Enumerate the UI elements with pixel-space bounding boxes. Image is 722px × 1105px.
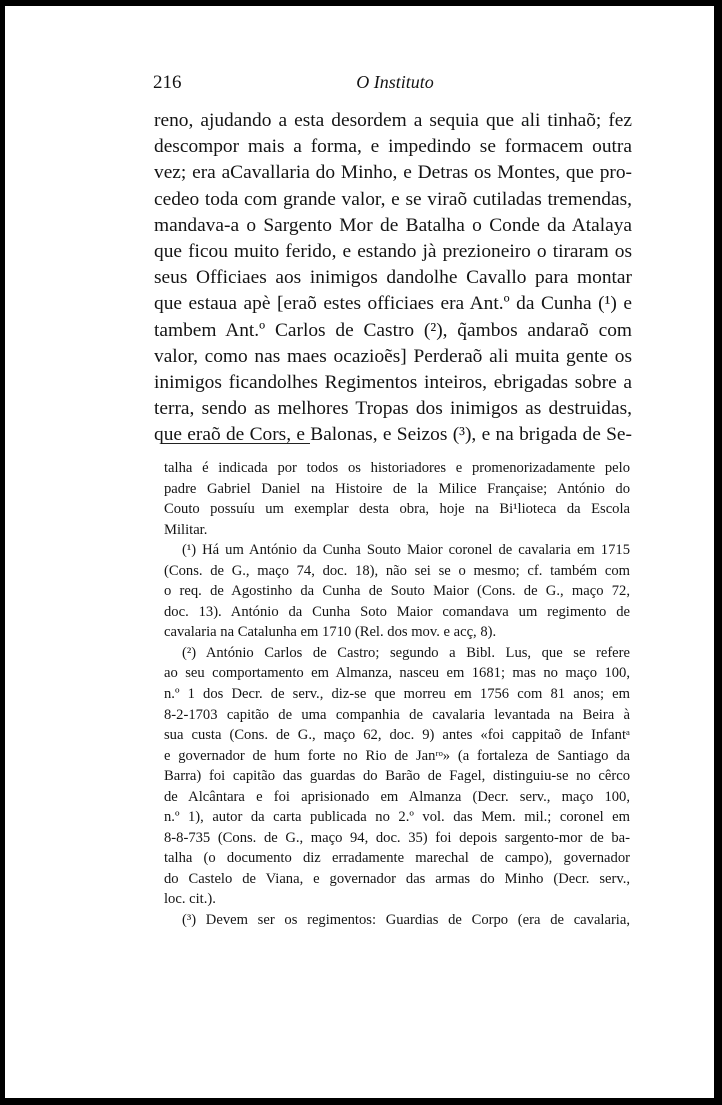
text-line: que estaua apè [eraõ estes officiaes era Ant.º da Cunha (¹) e — [154, 293, 632, 315]
page-header — [153, 68, 637, 98]
footnote-line: 8-2-1703 capitão de uma companhia de cavalaria levantada na Beira à — [164, 706, 630, 723]
footnote-line: do Castelo de Viana, e governador das armas do Minho (Decr. serv., — [164, 870, 630, 887]
footnote-line: padre Gabriel Daniel na Histoire de la Milice Française; António do — [164, 480, 630, 497]
footnote-line: (Cons. de G., maço 74, doc. 18), não sei se o mesmo; cf. também com — [164, 562, 630, 579]
footnote-line: (²) António Carlos de Castro; segundo a Bibl. Lus, que se refere — [182, 644, 630, 661]
text-line: terra, sendo as melhores Tropas dos inimigos as destruidas, — [154, 398, 632, 420]
footnote-line: ao seu comportamento em Almanza, nasceu em 1681; mas no maço 100, — [164, 665, 630, 682]
text-line: mandava-a o Sargento Mor de Batalha o Conde da Atalaya — [154, 214, 632, 236]
footnote-line: e governador de hum forte no Rio de Janʳᵒ» (a fortaleza de Santiago da — [164, 747, 630, 764]
footnote-line: o req. de Agostinho da Cunha de Souto Maior (Cons. de G., maço 72, — [164, 583, 630, 600]
footnote-line: Couto possuíu um exemplar desta obra, hoje na Bi¹lioteca da Escola — [164, 501, 630, 518]
footnote-line: Militar. — [164, 521, 208, 538]
footnote-line: 8-8-735 (Cons. de G., maço 94, doc. 35) foi depois sargento-mor de ba- — [164, 829, 630, 846]
text-line: cedeo toda com grande valor, e se viraõ cutiladas tremendas, — [154, 188, 632, 210]
footnote-line: (¹) Há um António da Cunha Souto Maior coronel de cavalaria em 1715 — [182, 542, 630, 559]
footnote-line: doc. 13). António da Cunha Soto Maior comandava um regimento de — [164, 603, 630, 620]
footnote-line: (³) Devem ser os regimentos: Guardias de Corpo (era de cavalaria, — [182, 912, 630, 929]
footnote-line: n.º 1), autor da carta publicada no 2.º vol. das Mem. mil.; coronel em — [164, 809, 630, 826]
text-line: tambem Ant.º Carlos de Castro (²), q̃ambos andaraõ com — [154, 319, 632, 341]
footnote-line: talha é indicada por todos os historiadores e promenorizadamente pelo — [164, 460, 630, 476]
text-line: valor, como nas maes ocazioẽs] Perderaõ ali muita gente os — [154, 345, 632, 367]
footnote-line: sua custa (Cons. de G., maço 62, doc. 9) antes «foi cappitaõ de Infantᵃ — [164, 727, 630, 744]
footnote-line: Barra) foi capitão das guardas do Barão de Fagel, distinguiu-se no cêrco — [164, 768, 630, 785]
text-line: que eraõ de Cors, e Balonas, e Seizos (³), e na brigada de Se- — [154, 424, 632, 446]
main-text — [154, 108, 632, 448]
footnote-line: n.º 1 dos Decr. de serv., diz-se que morreu em 1756 com 81 anos; em — [164, 686, 630, 703]
running-title: O Instituto — [356, 72, 434, 92]
text-line: descompor mais a forma, e impedindo se formacem outra — [154, 136, 632, 158]
page-number: 216 — [153, 72, 182, 93]
text-line: seus Officiaes aos inimigos dandolhe Cavallo para montar — [154, 267, 632, 289]
footnote-line: loc. cit.). — [164, 891, 216, 908]
text-line: inimigos ficandolhes Regimentos inteiros, ebrigadas sobre a — [154, 371, 632, 393]
book-page — [5, 6, 714, 1098]
footnote-separator — [162, 443, 310, 444]
footnote-line: cavalaria na Catalunha em 1710 (Rel. dos mov. e acç, 8). — [164, 624, 497, 641]
footnotes — [164, 458, 630, 931]
text-line: que ficou muito ferido, e estando jà prezioneiro o tiraram os — [154, 240, 632, 262]
text-line: vez; era aCavallaria do Minho, e Detras os Montes, que pro- — [154, 162, 632, 184]
footnote-line: talha (o documento diz erradamente marechal de campo), governador — [164, 850, 630, 867]
footnote-line: de Alcântara e foi aprisionado em Almanza (Decr. serv., maço 100, — [164, 788, 630, 805]
text-line: reno, ajudando a esta desordem a sequia que ali tinhaõ; fez — [154, 110, 632, 131]
